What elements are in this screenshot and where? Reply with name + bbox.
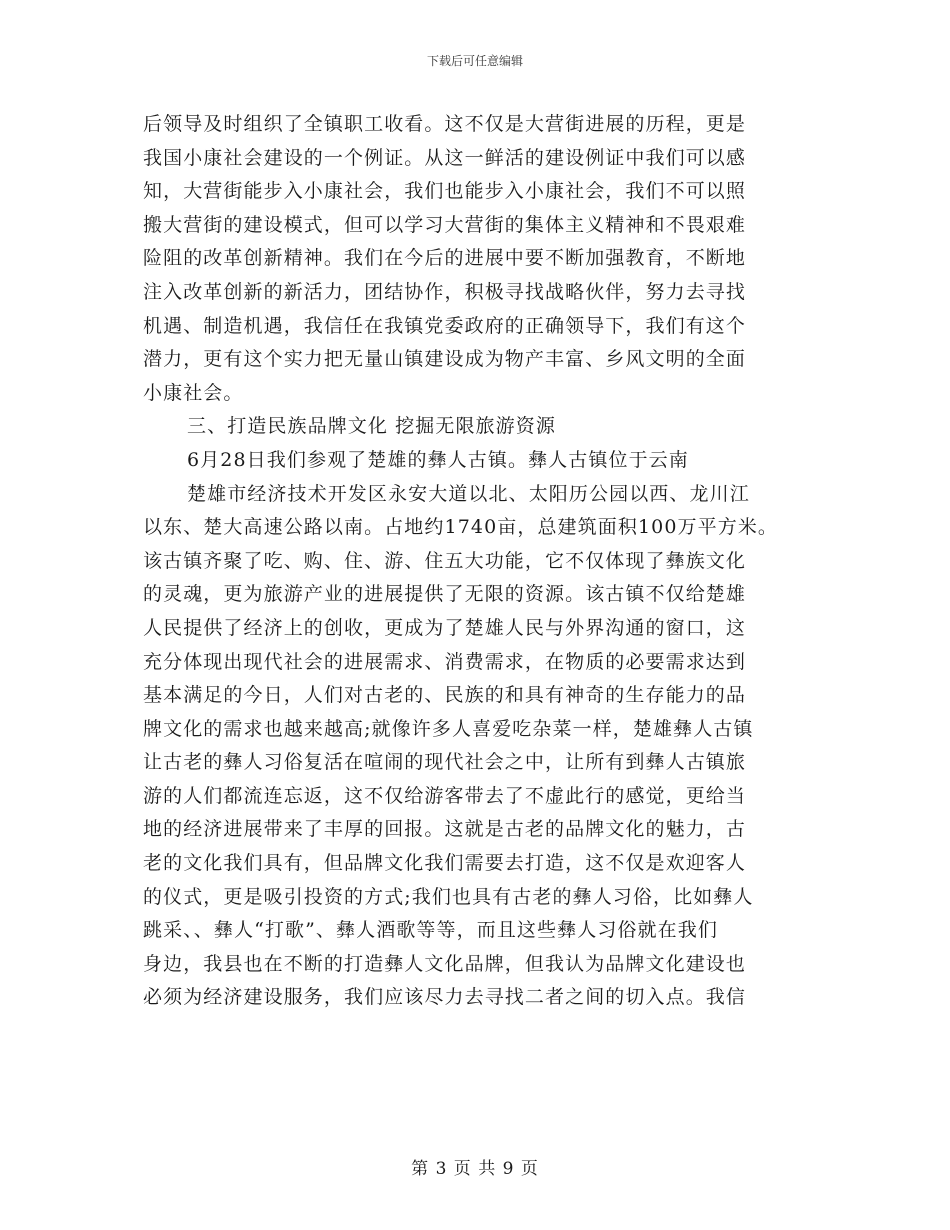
text-line: 地的经济进展带来了丰厚的回报。这就是古老的品牌文化的魅力，古 — [143, 818, 747, 841]
text-line: 让古老的彝人习俗复活在喧闹的现代社会之中，让所有到彝人古镇旅 — [143, 751, 747, 774]
text-line: 6月28日我们参观了楚雄的彝人古镇。彝人古镇位于云南 — [187, 448, 689, 471]
page-number: 第 3 页 共 9 页 — [411, 1159, 539, 1179]
text-line: 知，大营街能步入小康社会，我们也能步入小康社会，我们不可以照 — [143, 180, 747, 203]
section-heading: 三、打造民族品牌文化 挖掘无限旅游资源 — [187, 415, 556, 438]
page-header: 下载后可任意编辑 — [426, 54, 523, 68]
text-line: 小康社会。 — [143, 381, 244, 404]
text-line: 以东、楚大高速公路以南。占地约1740亩，总建筑面积100万平方米。 — [143, 516, 779, 539]
text-line: 潜力，更有这个实力把无量山镇建设成为物产丰富、乡风文明的全面 — [143, 348, 747, 371]
text-line: 搬大营街的建设模式，但可以学习大营街的集体主义精神和不畏艰难 — [143, 213, 747, 236]
text-line: 跳采、、彝人“打歌”、彝人酒歌等等，而且这些彝人习俗就在我们 — [143, 919, 718, 942]
text-line: 楚雄市经济技术开发区永安大道以北、太阳历公园以西、龙川江 — [187, 482, 750, 505]
text-line: 老的文化我们具有，但品牌文化我们需要去打造，这不仅是欢迎客人 — [143, 852, 747, 875]
text-line: 注入改革创新的新活力，团结协作，积极寻找战略伙伴，努力去寻找 — [143, 280, 747, 303]
text-line: 我国小康社会建设的一个例证。从这一鲜活的建设例证中我们可以感 — [143, 146, 747, 169]
text-line: 的仪式，更是吸引投资的方式;我们也具有古老的彝人习俗，比如彝人 — [143, 885, 754, 908]
document-body — [143, 108, 808, 1015]
text-line: 游的人们都流连忘返，这不仅给游客带去了不虚此行的感觉，更给当 — [143, 784, 747, 807]
text-line: 人民提供了经济上的创收，更成为了楚雄人民与外界沟通的窗口，这 — [143, 616, 747, 639]
text-line: 该古镇齐聚了吃、购、住、游、住五大功能，它不仅体现了彝族文化 — [143, 549, 747, 572]
text-line: 后领导及时组织了全镇职工收看。这不仅是大营街进展的历程，更是 — [143, 113, 747, 135]
text-line: 的灵魂，更为旅游产业的进展提供了无限的资源。该古镇不仅给楚雄 — [143, 583, 747, 606]
text-line: 机遇、制造机遇，我信任在我镇党委政府的正确领导下，我们有这个 — [143, 314, 747, 337]
text-line: 身边，我县也在不断的打造彝人文化品牌，但我认为品牌文化建设也 — [143, 952, 747, 975]
text-line: 牌文化的需求也越来越高;就像许多人喜爱吃杂菜一样，楚雄彝人古镇 — [143, 717, 754, 740]
text-line: 必须为经济建设服务，我们应该尽力去寻找二者之间的切入点。我信 — [143, 986, 747, 1009]
text-line: 险阻的改革创新精神。我们在今后的进展中要不断加强教育，不断地 — [143, 247, 747, 270]
text-line: 充分体现出现代社会的进展需求、消费需求，在物质的必要需求达到 — [143, 650, 747, 673]
text-line: 基本满足的今日，人们对古老的、民族的和具有神奇的生存能力的品 — [143, 684, 747, 707]
